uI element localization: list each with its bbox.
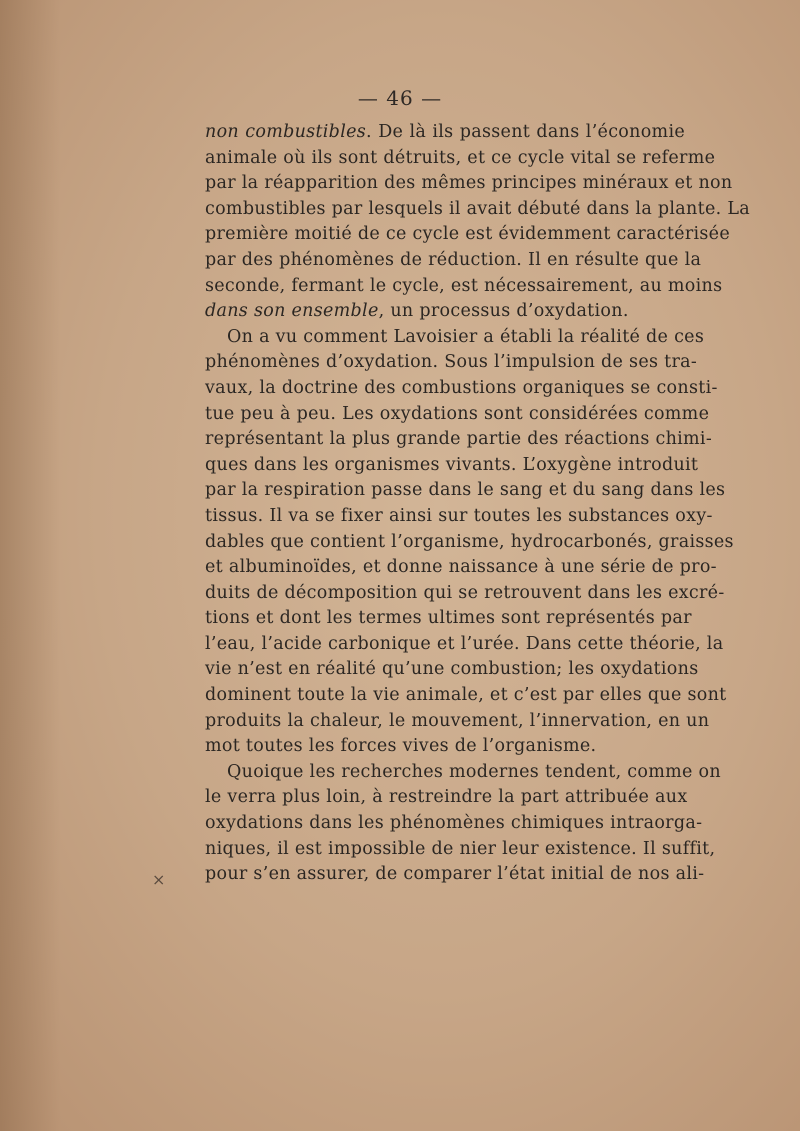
text-line: animale où ils sont détruits, et ce cycle vital se referme bbox=[205, 147, 716, 168]
text-line: par la réapparition des mêmes principes minéraux et non bbox=[205, 173, 733, 194]
text-line: vaux, la doctrine des combustions organiques se consti- bbox=[205, 377, 718, 398]
text-line: ques dans les organismes vivants. L’oxygène introduit bbox=[205, 454, 699, 475]
text-line: oxydations dans les phénomènes chimiques intraorga- bbox=[205, 813, 703, 834]
text-line: l’eau, l’acide carbonique et l’urée. Dans cette théorie, la bbox=[205, 633, 724, 654]
text-line: et albuminoïdes, et donne naissance à une série de pro- bbox=[205, 557, 717, 578]
text-line: représentant la plus grande partie des réactions chimi- bbox=[205, 429, 713, 450]
margin-cross-mark: × bbox=[152, 870, 166, 889]
text-line: pour s’en assurer, de comparer l’état initial de nos ali- bbox=[205, 864, 705, 885]
text-line: produits la chaleur, le mouvement, l’innervation, en un bbox=[205, 710, 710, 731]
body-text bbox=[205, 120, 750, 888]
text-line: par la respiration passe dans le sang et du sang dans les bbox=[205, 480, 726, 501]
text-line: combustibles par lesquels il avait débuté dans la plante. La bbox=[205, 198, 750, 219]
italic-phrase: dans son ensemble bbox=[205, 301, 379, 322]
text-line: tions et dont les termes ultimes sont représentés par bbox=[205, 608, 692, 629]
text-line: niques, il est impossible de nier leur existence. Il suffit, bbox=[205, 838, 716, 859]
text-line: vie n’est en réalité qu’une combustion; les oxydations bbox=[205, 659, 699, 680]
text-line: dables que contient l’organisme, hydrocarbonés, graisses bbox=[205, 531, 734, 552]
text-line: tissus. Il va se fixer ainsi sur toutes les substances oxy- bbox=[205, 505, 713, 526]
text-line: dominent toute la vie animale, et c’est par elles que sont bbox=[205, 685, 727, 706]
text-line: première moitié de ce cycle est évidemment caractérisée bbox=[205, 224, 730, 245]
page-number: — 46 — bbox=[357, 86, 443, 110]
text-line: duits de décomposition qui se retrouvent dans les excré- bbox=[205, 582, 725, 603]
text-line: dans son ensemble, un processus d’oxydation. bbox=[205, 301, 629, 322]
text-line: seconde, fermant le cycle, est nécessairement, au moins bbox=[205, 275, 723, 296]
text-line: le verra plus loin, à restreindre la part attribuée aux bbox=[205, 787, 688, 808]
text-line: On a vu comment Lavoisier a établi la réalité de ces bbox=[227, 326, 705, 347]
text-line: tue peu à peu. Les oxydations sont considérées comme bbox=[205, 403, 710, 424]
text-line: non combustibles. De là ils passent dans l’économie bbox=[205, 122, 685, 142]
page-edge-shadow bbox=[0, 0, 60, 1131]
text-line: par des phénomènes de réduction. Il en résulte que la bbox=[205, 249, 702, 270]
text-line: Quoique les recherches modernes tendent, comme on bbox=[227, 761, 721, 782]
italic-phrase: non combustibles bbox=[205, 122, 367, 142]
text-line: mot toutes les forces vives de l’organisme. bbox=[205, 736, 597, 757]
text-line: phénomènes d’oxydation. Sous l’impulsion de ses tra- bbox=[205, 352, 698, 373]
